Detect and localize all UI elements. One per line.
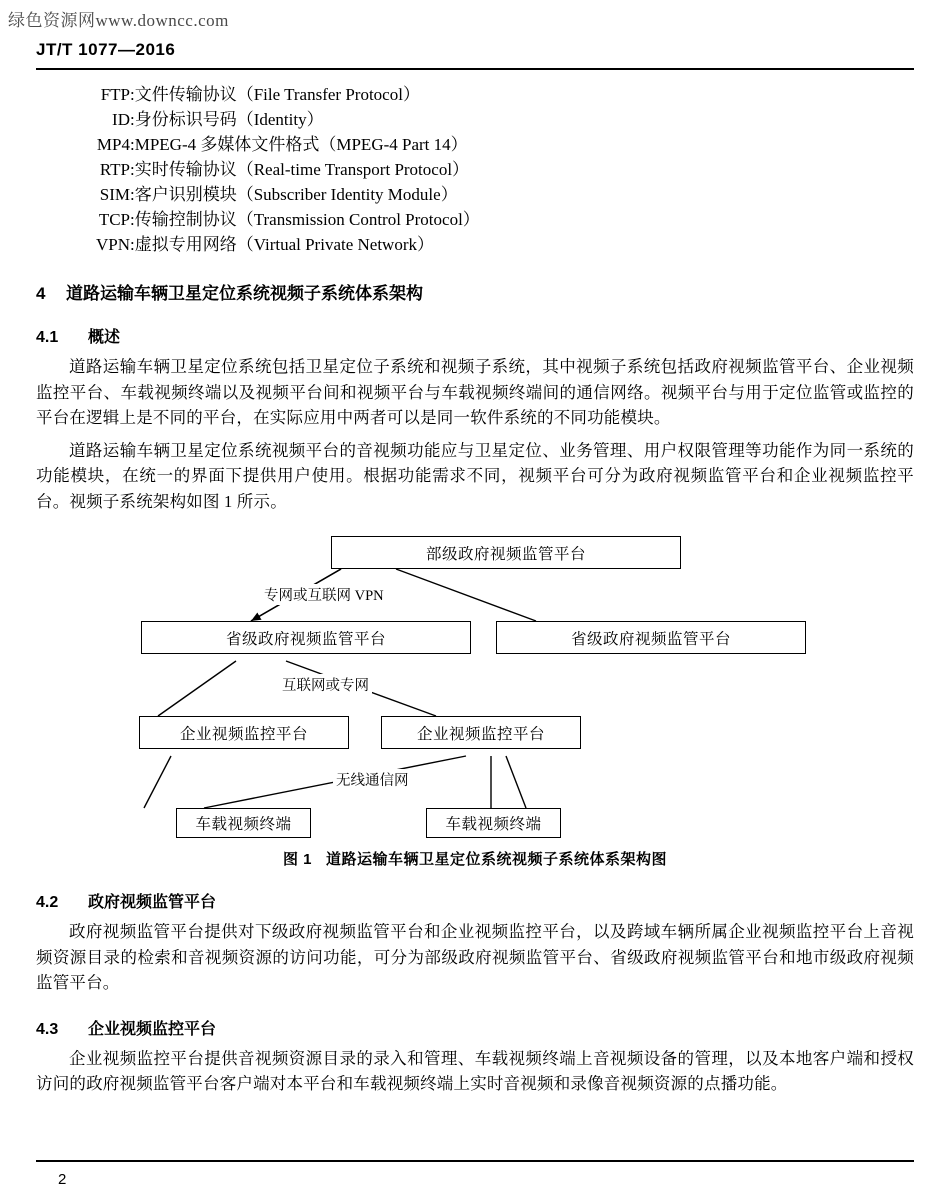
section-title: 道路运输车辆卫星定位系统视频子系统体系架构 (66, 284, 423, 303)
abbr-term: SIM (99, 185, 130, 204)
section-number: 4 (36, 284, 46, 303)
abbr-term: RTP (99, 160, 130, 179)
abbr-definition: :文件传输协议（File Transfer Protocol） (130, 85, 420, 104)
header-divider (36, 68, 914, 70)
footer-divider (36, 1160, 914, 1162)
paragraph: 道路运输车辆卫星定位系统包括卫星定位子系统和视频子系统，其中视频子系统包括政府视频监管平台、企业视频监控平台、车载视频终端以及视频平台间和视频平台与车载视频终端间的通信网络。视频平台与用于定位监管或监控的平台在逻辑上是不同的平台，在实际应用中两者可以是同一软件系统的不同功能模块。 (36, 357, 914, 427)
node-province-platform-left (141, 621, 471, 654)
list-item (78, 107, 914, 132)
edge-label-bottom: 无线通信网 (333, 769, 412, 790)
node-province-platform-right (496, 621, 806, 654)
node-label: 企业视频监控平台 (179, 725, 308, 743)
architecture-diagram (36, 526, 914, 846)
list-item (78, 232, 914, 257)
page-number: 2 (58, 1171, 67, 1188)
section-heading-4 (36, 279, 914, 304)
edge-label-top: 专网或互联网 VPN (261, 584, 387, 605)
abbr-definition: :身份标识号码（Identity） (130, 110, 324, 129)
abbr-definition: :客户识别模块（Subscriber Identity Module） (130, 185, 458, 204)
node-enterprise-platform-left (139, 716, 349, 749)
abbr-term: FTP (100, 85, 130, 104)
section-number: 4.2 (36, 894, 59, 911)
figure-title: 道路运输车辆卫星定位系统视频子系统体系架构图 (326, 851, 668, 868)
diagram-connector-lines (36, 526, 914, 846)
node-label: 省级政府视频监管平台 (570, 630, 731, 648)
abbr-definition: :MPEG-4 多媒体文件格式（MPEG-4 Part 14） (130, 135, 468, 154)
node-ministry-platform (331, 536, 681, 569)
node-label: 车载视频终端 (445, 816, 542, 833)
paragraph: 政府视频监管平台提供对下级政府视频监管平台和企业视频监控平台，以及跨域车辆所属企业视频监控平台上音视频资源目录的检索和音视频资源的访问功能，可分为部级政府视频监管平台、省级政府视频监管平台和地市级政府视频监管平台。 (36, 922, 914, 992)
section-heading-4-2 (36, 889, 914, 912)
section-title: 政府视频监管平台 (88, 894, 217, 911)
list-item (78, 132, 914, 157)
section-number: 4.1 (36, 329, 59, 346)
abbreviation-list (78, 82, 914, 257)
node-enterprise-platform-right (381, 716, 581, 749)
figure-caption (36, 848, 914, 869)
node-label: 部级政府视频监管平台 (425, 545, 586, 563)
node-label: 企业视频监控平台 (416, 725, 545, 743)
paragraph: 道路运输车辆卫星定位系统视频平台的音视频功能应与卫星定位、业务管理、用户权限管理等功能作为同一系统的功能模块，在统一的界面下提供用户使用。根据功能需求不同，视频平台可分为政府视频监管平台和企业视频监控平台。视频子系统架构如图 1 所示。 (36, 440, 914, 511)
document-standard-number: JT/T 1077—2016 (36, 40, 176, 59)
abbr-definition: :虚拟专用网络（Virtual Private Network） (130, 235, 434, 254)
section-heading-4-1 (36, 324, 914, 347)
section-heading-4-3 (36, 1016, 914, 1039)
edge-label-middle: 互联网或专网 (279, 674, 372, 695)
abbr-definition: :传输控制协议（Transmission Control Protocol） (130, 210, 480, 229)
watermark-text: 绿色资源网www.downcc.com (8, 11, 229, 30)
section-title: 企业视频监控平台 (88, 1020, 217, 1038)
section-title: 概述 (88, 329, 121, 346)
abbr-term: TCP (98, 210, 130, 229)
node-vehicle-terminal-left (176, 808, 311, 838)
list-item (78, 82, 914, 107)
abbr-term: ID (112, 110, 130, 129)
list-item (78, 182, 914, 207)
node-label: 省级政府视频监管平台 (225, 630, 386, 648)
abbr-term: MP4 (96, 135, 130, 154)
paragraph: 企业视频监控平台提供音视频资源目录的录入和管理、车载视频终端上音视频设备的管理，以及本地客户端和授权访问的政府视频监管平台客户端对本平台和车载视频终端上实时音视频和录像音视频资源的点播功能。 (36, 1048, 914, 1093)
document-body (36, 78, 914, 1097)
node-vehicle-terminal-right (426, 808, 561, 838)
figure-label: 图 1 (282, 851, 312, 868)
list-item (78, 207, 914, 232)
abbr-definition: :实时传输协议（Real-time Transport Protocol） (130, 160, 470, 179)
node-label: 车载视频终端 (195, 816, 292, 833)
abbr-term: VPN (95, 235, 130, 254)
list-item (78, 157, 914, 182)
section-number: 4.3 (36, 1020, 59, 1038)
